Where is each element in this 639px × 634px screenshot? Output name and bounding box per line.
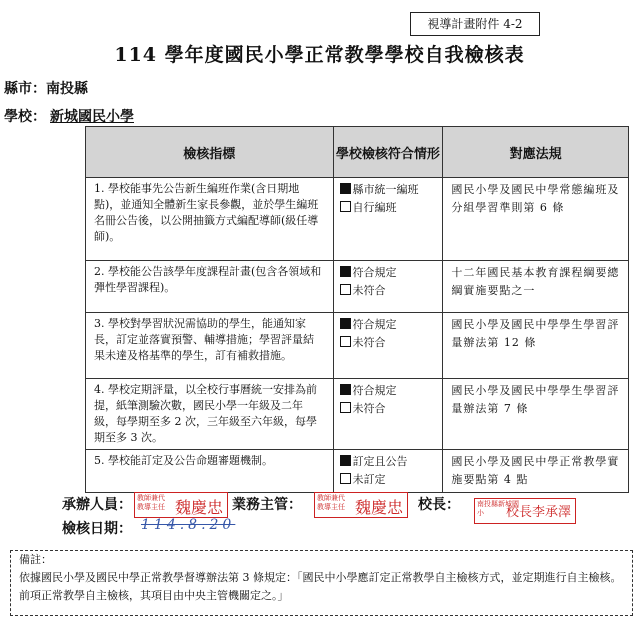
checklist-table (85, 126, 629, 493)
option-item[interactable]: 符合規定 (340, 264, 437, 282)
school-label: 學校： (4, 109, 46, 125)
school-line (4, 106, 134, 126)
principal-label: 校長： (418, 497, 460, 513)
remarks-label: 備註： (19, 553, 52, 566)
compliance-cell (333, 450, 443, 493)
manager-stamp (314, 492, 408, 518)
checked-box-icon (340, 318, 351, 329)
indicator-cell: 1. 學校能事先公告新生編班作業(含日期地點)，並通知全體新生家長參觀，並於學生編班名冊公告後，以公開抽籤方式編配導師(級任導師)。 (86, 178, 334, 261)
principal-stamp-title: 南投縣新城國小 (477, 500, 519, 517)
attachment-tag: 視導計畫附件 4-2 (410, 12, 540, 36)
checkbox-icon (340, 284, 351, 295)
table-row (86, 178, 629, 261)
compliance-cell (333, 379, 443, 450)
date-label: 檢核日期： (62, 521, 132, 537)
checkbox-icon (340, 336, 351, 347)
principal-stamp-name: 校長李承澤 (505, 505, 571, 520)
handler-stamp-title: 教師兼代教導主任 (137, 494, 165, 511)
option-item[interactable]: 未訂定 (340, 471, 437, 489)
compliance-cell (333, 261, 443, 313)
county-line: 縣市：南投縣 (4, 81, 88, 97)
option-item[interactable]: 縣市統一編班 (340, 181, 437, 199)
checked-box-icon (340, 266, 351, 277)
compliance-cell (333, 313, 443, 379)
manager-stamp-name: 魏慶忠 (354, 498, 403, 517)
header-law: 對應法規 (443, 127, 629, 178)
option-item[interactable]: 符合規定 (340, 382, 437, 400)
remarks-text: 依據國民小學及國民中學正常教學督導辦法第 3 條規定：「國民中小學應訂定正常教學自主檢核方式，並定期進行自主檢核。前項正常教學自主檢核，其項目由中央主管機關定之。」 (19, 571, 622, 602)
table-header-row (86, 127, 629, 178)
checked-box-icon (340, 183, 351, 194)
principal-stamp (474, 498, 576, 524)
law-cell: 國民小學及國民中學正常教學實施要點第 4 點 (443, 450, 629, 493)
manager-stamp-title: 教師兼代教導主任 (317, 494, 345, 511)
page-title: 114 學年度國民小學正常教學學校自我檢核表 (114, 44, 525, 66)
header-compliance: 學校檢核符合情形 (333, 127, 443, 178)
table-row (86, 379, 629, 450)
table-row (86, 313, 629, 379)
table-row (86, 450, 629, 493)
handler-stamp-name: 魏慶忠 (174, 498, 223, 517)
checkbox-icon (340, 402, 351, 413)
indicator-cell: 2. 學校能公告該學年度課程計畫(包含各領域和彈性學習課程)。 (86, 261, 334, 313)
option-item[interactable]: 未符合 (340, 334, 437, 352)
checkbox-icon (340, 201, 351, 212)
header-indicator: 檢核指標 (86, 127, 334, 178)
check-date-value: 114.8.20 (141, 517, 236, 533)
indicator-cell: 3. 學校對學習狀況需協助的學生，能通知家長，訂定並落實預警、輔導措施；學習評量結果未達及格基準的學生，訂有補救措施。 (86, 313, 334, 379)
handler-label: 承辦人員： (62, 497, 132, 513)
checked-box-icon (340, 384, 351, 395)
remarks-box (10, 550, 633, 616)
indicator-cell: 5. 學校能訂定及公告命題審題機制。 (86, 450, 334, 493)
option-item[interactable]: 未符合 (340, 282, 437, 300)
law-cell: 十二年國民基本教育課程綱要總綱實施要點之一 (443, 261, 629, 313)
compliance-cell (333, 178, 443, 261)
checked-box-icon (340, 455, 351, 466)
school-name: 新城國民小學 (50, 109, 134, 125)
indicator-cell: 4. 學校定期評量，以全校行事曆統一安排為前提，紙筆測驗次數，國民小學一年級及二年級，每學期至多 2 次，三年級至六年級，每學期至多 3 次。 (86, 379, 334, 450)
option-item[interactable]: 訂定且公告 (340, 453, 437, 471)
checkbox-icon (340, 473, 351, 484)
law-cell: 國民小學及國民中學常態編班及分組學習準則第 6 條 (443, 178, 629, 261)
handler-stamp (134, 492, 228, 518)
table-row (86, 261, 629, 313)
option-item[interactable]: 自行編班 (340, 199, 437, 217)
law-cell: 國民小學及國民中學學生學習評量辦法第 7 條 (443, 379, 629, 450)
law-cell: 國民小學及國民中學學生學習評量辦法第 12 條 (443, 313, 629, 379)
manager-label: 業務主管： (232, 497, 302, 513)
option-item[interactable]: 未符合 (340, 400, 437, 418)
option-item[interactable]: 符合規定 (340, 316, 437, 334)
